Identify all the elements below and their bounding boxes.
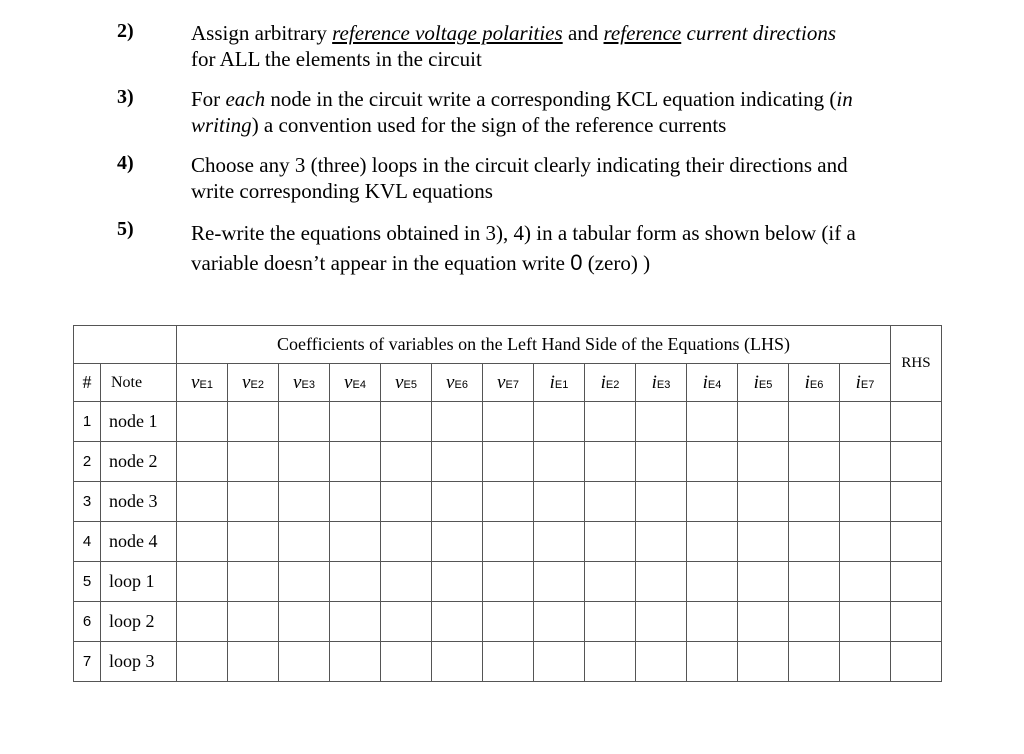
coefficient-cell[interactable] [789,402,840,442]
step-number: 4) [117,152,134,174]
text-run: for ALL the elements in the circuit [191,47,482,71]
coefficient-cell[interactable] [687,402,738,442]
coefficient-cell[interactable] [330,442,381,482]
text-run-underlined: reference [603,21,682,45]
coefficient-cell[interactable] [330,402,381,442]
coefficient-cell[interactable] [789,642,840,682]
coefficient-cell[interactable] [177,402,228,442]
table-row [74,482,942,522]
coefficient-cell[interactable] [687,642,738,682]
text-run: Assign arbitrary [191,21,333,45]
text-run: node in the circuit write a corresponding KCL equation indicating ( [265,87,837,111]
coefficient-cell[interactable] [891,602,942,642]
row-number: 6 [74,602,101,642]
coefficient-cell[interactable] [177,442,228,482]
coefficient-cell[interactable] [585,402,636,442]
coefficient-cell[interactable] [228,442,279,482]
coefficient-cell[interactable] [228,642,279,682]
var-header: iE7 [840,364,891,402]
coefficient-cell[interactable] [636,642,687,682]
column-header-row [74,364,942,402]
step-text [191,218,971,278]
coefficient-cell[interactable] [228,482,279,522]
text-run: For [191,87,226,111]
coefficient-cell[interactable] [840,442,891,482]
row-number: 1 [74,402,101,442]
coefficient-cell[interactable] [891,482,942,522]
coefficient-cell[interactable] [738,602,789,642]
coefficient-cell[interactable] [789,562,840,602]
coefficient-cell[interactable] [585,562,636,602]
coefficient-cell[interactable] [738,402,789,442]
coefficient-cell[interactable] [432,602,483,642]
coefficient-cell[interactable] [432,442,483,482]
coefficient-cell[interactable] [636,442,687,482]
coefficient-cell[interactable] [330,642,381,682]
var-header: iE1 [534,364,585,402]
coefficient-cell[interactable] [534,642,585,682]
rhs-header: RHS [891,326,942,402]
coefficient-cell[interactable] [738,562,789,602]
coefficient-cell[interactable] [840,482,891,522]
coefficient-cell[interactable] [636,562,687,602]
table-body [74,402,942,682]
coefficient-cell[interactable] [891,562,942,602]
coefficient-table [73,325,942,682]
coefficient-cell[interactable] [381,562,432,602]
coefficient-cell[interactable] [636,402,687,442]
coefficient-cell[interactable] [177,522,228,562]
coefficient-cell[interactable] [279,402,330,442]
coefficient-cell[interactable] [585,522,636,562]
coefficient-cell[interactable] [228,522,279,562]
coefficient-cell[interactable] [330,562,381,602]
coefficient-cell[interactable] [330,602,381,642]
coefficient-cell[interactable] [738,482,789,522]
text-run-zero: 0 [570,250,583,275]
coefficient-cell[interactable] [534,602,585,642]
step-number: 3) [117,86,134,108]
coefficient-cell[interactable] [840,602,891,642]
coefficient-cell[interactable] [483,402,534,442]
step-number: 2) [117,20,134,42]
coefficient-cell[interactable] [279,562,330,602]
empty-corner-cell [74,326,177,364]
coefficient-cell[interactable] [687,482,738,522]
coefficient-cell[interactable] [228,402,279,442]
coefficient-cell[interactable] [840,562,891,602]
row-label: node 4 [101,522,177,562]
coefficient-cell[interactable] [381,522,432,562]
text-run-italic: writing [191,113,252,137]
coefficient-cell[interactable] [381,402,432,442]
coefficient-cell[interactable] [279,442,330,482]
text-run: Choose any 3 (three) loops in the circuit clearly indicating their directions and [191,153,848,177]
coefficient-cell[interactable] [585,482,636,522]
coefficient-cell[interactable] [228,562,279,602]
lhs-header: Coefficients of variables on the Left Hand Side of the Equations (LHS) [177,326,891,364]
coefficient-cell[interactable] [636,482,687,522]
row-number: 4 [74,522,101,562]
coefficient-cell[interactable] [840,642,891,682]
coefficient-cell[interactable] [279,482,330,522]
coefficient-cell[interactable] [432,482,483,522]
row-label: loop 2 [101,602,177,642]
var-header: vE3 [279,364,330,402]
coefficient-cell[interactable] [432,522,483,562]
coefficient-cell[interactable] [738,522,789,562]
row-number: 3 [74,482,101,522]
coefficient-cell[interactable] [789,602,840,642]
table-row [74,642,942,682]
coefficient-cell[interactable] [432,402,483,442]
note-header: Note [101,364,177,402]
coefficient-cell[interactable] [789,482,840,522]
var-header: vE1 [177,364,228,402]
coefficient-cell[interactable] [585,442,636,482]
hash-header: # [74,364,101,402]
coefficient-cell[interactable] [279,522,330,562]
coefficient-cell[interactable] [177,562,228,602]
coefficient-cell[interactable] [483,522,534,562]
coefficient-cell[interactable] [483,642,534,682]
var-header: vE5 [381,364,432,402]
coefficient-cell[interactable] [687,562,738,602]
row-number: 7 [74,642,101,682]
text-run: and [562,21,604,45]
var-header: iE4 [687,364,738,402]
coefficient-cell[interactable] [534,402,585,442]
var-header: vE7 [483,364,534,402]
coefficient-cell[interactable] [483,562,534,602]
coefficient-cell[interactable] [585,602,636,642]
coefficient-cell[interactable] [381,642,432,682]
table-row [74,562,942,602]
text-run: Re-write the equations obtained in 3), 4) in a tabular form as shown below (if a [191,221,856,245]
step-text [191,20,971,72]
coefficient-cell[interactable] [279,642,330,682]
coefficient-cell[interactable] [738,442,789,482]
row-label: loop 3 [101,642,177,682]
coefficient-cell[interactable] [891,402,942,442]
coefficient-cell[interactable] [840,402,891,442]
text-run: (zero) ) [582,251,651,275]
coefficient-cell[interactable] [432,562,483,602]
row-label: node 2 [101,442,177,482]
row-label: loop 1 [101,562,177,602]
coefficient-cell[interactable] [789,442,840,482]
coefficient-cell[interactable] [381,602,432,642]
table-row [74,402,942,442]
coefficient-cell[interactable] [177,602,228,642]
var-header: iE2 [585,364,636,402]
coefficient-cell[interactable] [228,602,279,642]
text-run: write corresponding KVL equations [191,179,493,203]
var-header: vE2 [228,364,279,402]
coefficient-cell[interactable] [891,522,942,562]
step-text [191,152,971,204]
step-text [191,86,971,138]
row-label: node 3 [101,482,177,522]
coefficient-cell[interactable] [534,482,585,522]
var-header: iE5 [738,364,789,402]
coefficient-cell[interactable] [891,442,942,482]
row-number: 2 [74,442,101,482]
coefficient-cell[interactable] [687,602,738,642]
coefficient-cell[interactable] [483,602,534,642]
coefficient-cell[interactable] [738,642,789,682]
coefficient-cell[interactable] [279,602,330,642]
var-header: iE3 [636,364,687,402]
text-run-underlined: reference voltage polarities [332,21,563,45]
coefficient-cell[interactable] [687,522,738,562]
coefficient-cell[interactable] [177,482,228,522]
var-header: iE6 [789,364,840,402]
row-label: node 1 [101,402,177,442]
coefficient-cell[interactable] [330,482,381,522]
coefficient-cell[interactable] [534,562,585,602]
step-number: 5) [117,218,134,240]
coefficient-cell[interactable] [381,442,432,482]
coefficient-cell[interactable] [330,522,381,562]
coefficient-cell[interactable] [381,482,432,522]
text-run-italic: each [225,87,266,111]
var-header: vE4 [330,364,381,402]
row-number: 5 [74,562,101,602]
coefficient-cell[interactable] [636,522,687,562]
table-row [74,442,942,482]
coefficient-cell[interactable] [534,522,585,562]
coefficient-cell[interactable] [840,522,891,562]
text-run-italic: current directions [681,21,837,45]
text-run-italic: in [836,87,853,111]
coefficient-cell[interactable] [432,642,483,682]
table-row [74,602,942,642]
coefficient-cell[interactable] [483,482,534,522]
text-run: variable doesn’t appear in the equation write [191,251,571,275]
table-row [74,522,942,562]
coefficient-cell[interactable] [636,602,687,642]
coefficient-cell[interactable] [177,642,228,682]
coefficient-cell[interactable] [585,642,636,682]
var-header: vE6 [432,364,483,402]
coefficient-cell[interactable] [483,442,534,482]
coefficient-cell[interactable] [687,442,738,482]
coefficient-cell[interactable] [891,642,942,682]
coefficient-cell[interactable] [534,442,585,482]
coefficient-cell[interactable] [789,522,840,562]
text-run: ) a convention used for the sign of the reference currents [251,113,727,137]
